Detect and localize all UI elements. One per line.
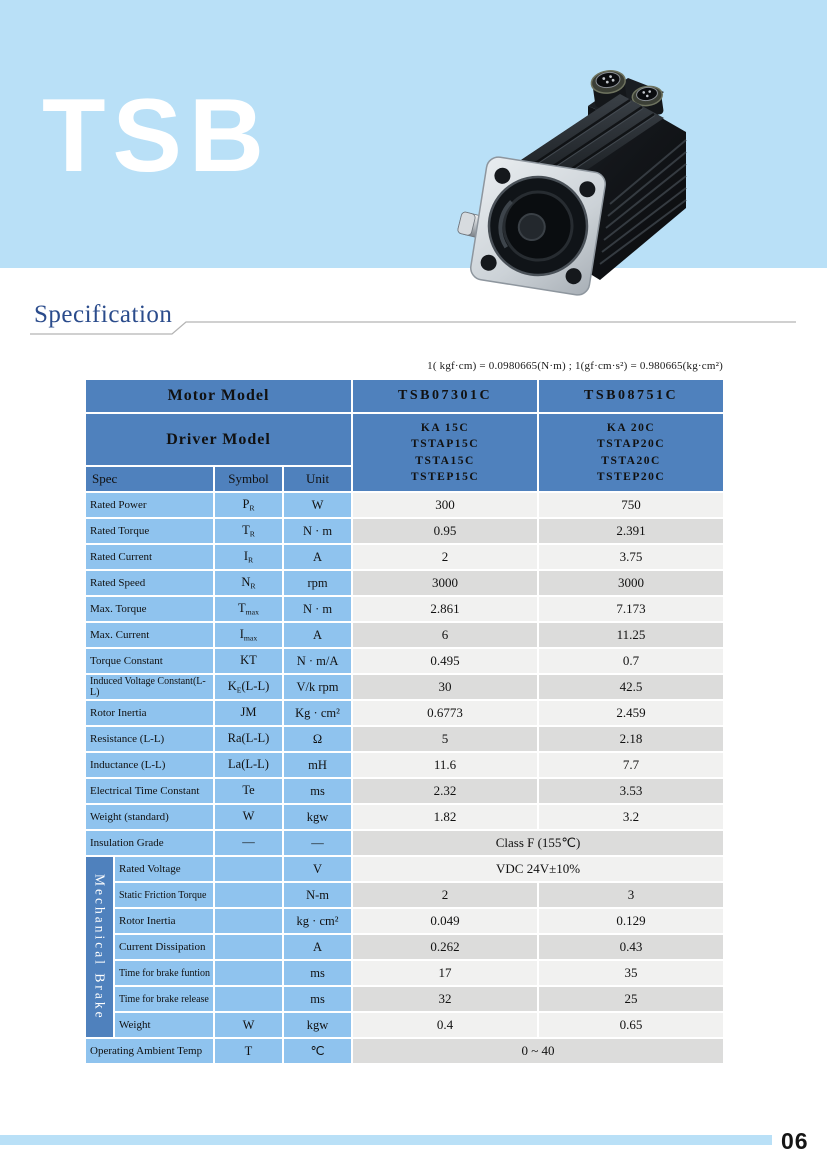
spec-label: Torque Constant xyxy=(85,648,214,674)
value-cell: 3.53 xyxy=(538,778,724,804)
table-row xyxy=(85,570,724,596)
unit-cell: Ω xyxy=(283,726,352,752)
servo-motor-illustration xyxy=(450,48,710,306)
value-cell: 3.75 xyxy=(538,544,724,570)
value-cell-spanned: VDC 24V±10% xyxy=(352,856,724,882)
table-row xyxy=(85,778,724,804)
value-cell: 0.129 xyxy=(538,908,724,934)
symbol-cell xyxy=(214,934,283,960)
spec-label: Rated Speed xyxy=(85,570,214,596)
value-cell: 0.7 xyxy=(538,648,724,674)
value-cell-spanned: Class F (155℃) xyxy=(352,830,724,856)
spec-label: Weight (standard) xyxy=(85,804,214,830)
spec-label: Rated Voltage xyxy=(114,856,214,882)
symbol-cell: KT xyxy=(214,648,283,674)
series-logo: TSB xyxy=(42,78,271,194)
table-row xyxy=(85,752,724,778)
value-cell: 17 xyxy=(352,960,538,986)
table-row xyxy=(85,700,724,726)
symbol-cell: T xyxy=(214,1038,283,1064)
driver-name: TSTA15C xyxy=(415,454,475,467)
unit-cell: N · m xyxy=(283,596,352,622)
spec-label: Operating Ambient Temp xyxy=(85,1038,214,1064)
value-cell: 3 xyxy=(538,882,724,908)
unit-cell: V/k rpm xyxy=(283,674,352,700)
value-cell: 2 xyxy=(352,544,538,570)
value-cell: 30 xyxy=(352,674,538,700)
value-cell: 0.4 xyxy=(352,1012,538,1038)
unit-cell: V xyxy=(283,856,352,882)
unit-conversion-note: 1( kgf·cm) = 0.0980665(N·m) ; 1(gf·cm·s²) = 0.980665(kg·cm²) xyxy=(427,360,723,372)
spec-label: Time for brake release xyxy=(114,986,214,1012)
mechanical-brake-vertical-text: Mechanical Brake xyxy=(92,873,108,1021)
unit-cell: ms xyxy=(283,960,352,986)
value-cell: 0.65 xyxy=(538,1012,724,1038)
unit-cell: ℃ xyxy=(283,1038,352,1064)
table-row xyxy=(85,1038,724,1064)
symbol-cell xyxy=(214,856,283,882)
symbol-cell xyxy=(214,960,283,986)
value-cell: 11.25 xyxy=(538,622,724,648)
title-divider-line xyxy=(0,315,827,360)
value-cell: 750 xyxy=(538,492,724,518)
unit-cell: mH xyxy=(283,752,352,778)
spec-label: Weight xyxy=(114,1012,214,1038)
spec-label: Max. Current xyxy=(85,622,214,648)
specification-table xyxy=(84,378,725,1065)
page-title: Specification xyxy=(34,301,173,328)
table-row xyxy=(85,596,724,622)
value-cell: 7.173 xyxy=(538,596,724,622)
table-row xyxy=(85,830,724,856)
driver-name: TSTA20C xyxy=(601,454,661,467)
driver-models-2 xyxy=(538,413,724,492)
symbol-cell: Ra(L-L) xyxy=(214,726,283,752)
value-cell: 35 xyxy=(538,960,724,986)
motor-model-2: TSB08751C xyxy=(538,379,724,413)
spec-label: Rated Power xyxy=(85,492,214,518)
table-row xyxy=(85,986,724,1012)
symbol-cell: $N_R$ xyxy=(214,570,283,596)
symbol-cell xyxy=(214,986,283,1012)
spec-label: Insulation Grade xyxy=(85,830,214,856)
value-cell: 0.262 xyxy=(352,934,538,960)
unit-cell: A xyxy=(283,544,352,570)
symbol-cell: $T_{max}$ xyxy=(214,596,283,622)
table-row xyxy=(85,804,724,830)
driver-name: TSTAP20C xyxy=(597,438,666,451)
value-cell: 300 xyxy=(352,492,538,518)
table-row xyxy=(85,856,724,882)
value-cell: 0.049 xyxy=(352,908,538,934)
unit-cell: ms xyxy=(283,986,352,1012)
driver-name: KA 20C xyxy=(606,422,656,435)
value-cell: 2.18 xyxy=(538,726,724,752)
column-header-unit: Unit xyxy=(283,466,352,492)
symbol-cell xyxy=(214,882,283,908)
unit-cell: — xyxy=(283,830,352,856)
motor-model-header: Motor Model xyxy=(85,379,352,413)
table-row xyxy=(85,492,724,518)
value-cell: 11.6 xyxy=(352,752,538,778)
value-cell: 2.32 xyxy=(352,778,538,804)
driver-models-1 xyxy=(352,413,538,492)
symbol-cell: JM xyxy=(214,700,283,726)
symbol-cell: $T_R$ xyxy=(214,518,283,544)
symbol-cell: $K_E(L-L)$ xyxy=(214,674,283,700)
unit-cell: rpm xyxy=(283,570,352,596)
spec-label: Inductance (L-L) xyxy=(85,752,214,778)
value-cell: 32 xyxy=(352,986,538,1012)
unit-cell: kgw xyxy=(283,1012,352,1038)
unit-cell: kgw xyxy=(283,804,352,830)
value-cell: 2 xyxy=(352,882,538,908)
unit-cell: N-m xyxy=(283,882,352,908)
unit-cell: W xyxy=(283,492,352,518)
value-cell: 2.391 xyxy=(538,518,724,544)
table-row xyxy=(85,544,724,570)
motor-product-photo xyxy=(450,48,710,306)
driver-name: TSTEP20C xyxy=(596,470,666,483)
motor-model-1: TSB07301C xyxy=(352,379,538,413)
unit-cell: ms xyxy=(283,778,352,804)
spec-label: Resistance (L-L) xyxy=(85,726,214,752)
table-row xyxy=(85,960,724,986)
value-cell: 6 xyxy=(352,622,538,648)
value-cell: 0.95 xyxy=(352,518,538,544)
table-row xyxy=(85,1012,724,1038)
driver-name: TSTEP15C xyxy=(410,470,480,483)
driver-model-header: Driver Model xyxy=(85,413,352,466)
unit-cell: Kg · cm² xyxy=(283,700,352,726)
symbol-cell: W xyxy=(214,804,283,830)
table-row xyxy=(85,518,724,544)
value-cell: 2.459 xyxy=(538,700,724,726)
value-cell: 25 xyxy=(538,986,724,1012)
unit-cell: N · m/A xyxy=(283,648,352,674)
table-row xyxy=(85,882,724,908)
mechanical-brake-group-label xyxy=(85,856,114,1038)
value-cell: 0.495 xyxy=(352,648,538,674)
spec-label: Rotor Inertia xyxy=(114,908,214,934)
page-number: 06 xyxy=(781,1128,809,1154)
table-row xyxy=(85,674,724,700)
spec-label: Current Dissipation xyxy=(114,934,214,960)
driver-name: TSTAP15C xyxy=(411,438,480,451)
value-cell: 3000 xyxy=(538,570,724,596)
spec-label: Time for brake funtion xyxy=(114,960,214,986)
table-row xyxy=(85,648,724,674)
unit-cell: N · m xyxy=(283,518,352,544)
table-row xyxy=(85,726,724,752)
symbol-cell: Te xyxy=(214,778,283,804)
unit-cell: A xyxy=(283,622,352,648)
value-cell: 1.82 xyxy=(352,804,538,830)
value-cell-spanned: 0 ~ 40 xyxy=(352,1038,724,1064)
spec-label: Rated Current xyxy=(85,544,214,570)
symbol-cell: W xyxy=(214,1012,283,1038)
spec-label: Max. Torque xyxy=(85,596,214,622)
spec-label: Static Friction Torque xyxy=(114,882,214,908)
value-cell: 3.2 xyxy=(538,804,724,830)
column-header-spec: Spec xyxy=(85,466,214,492)
spec-label: Rotor Inertia xyxy=(85,700,214,726)
spec-label: Electrical Time Constant xyxy=(85,778,214,804)
value-cell: 42.5 xyxy=(538,674,724,700)
symbol-cell: $P_R$ xyxy=(214,492,283,518)
unit-cell: kg · cm² xyxy=(283,908,352,934)
symbol-cell: $I_{max}$ xyxy=(214,622,283,648)
table-row xyxy=(85,622,724,648)
value-cell: 2.861 xyxy=(352,596,538,622)
value-cell: 5 xyxy=(352,726,538,752)
table-row xyxy=(85,908,724,934)
value-cell: 0.6773 xyxy=(352,700,538,726)
value-cell: 3000 xyxy=(352,570,538,596)
table-row xyxy=(85,379,724,413)
symbol-cell xyxy=(214,908,283,934)
value-cell: 0.43 xyxy=(538,934,724,960)
spec-label: Rated Torque xyxy=(85,518,214,544)
driver-name: KA 15C xyxy=(420,422,470,435)
column-header-symbol: Symbol xyxy=(214,466,283,492)
value-cell: 7.7 xyxy=(538,752,724,778)
symbol-cell: La(L-L) xyxy=(214,752,283,778)
symbol-cell: — xyxy=(214,830,283,856)
table-row xyxy=(85,413,724,466)
table-row xyxy=(85,934,724,960)
unit-cell: A xyxy=(283,934,352,960)
spec-label: Induced Voltage Constant(L-L) xyxy=(85,674,214,700)
footer-accent-bar xyxy=(0,1135,772,1145)
symbol-cell: $I_R$ xyxy=(214,544,283,570)
